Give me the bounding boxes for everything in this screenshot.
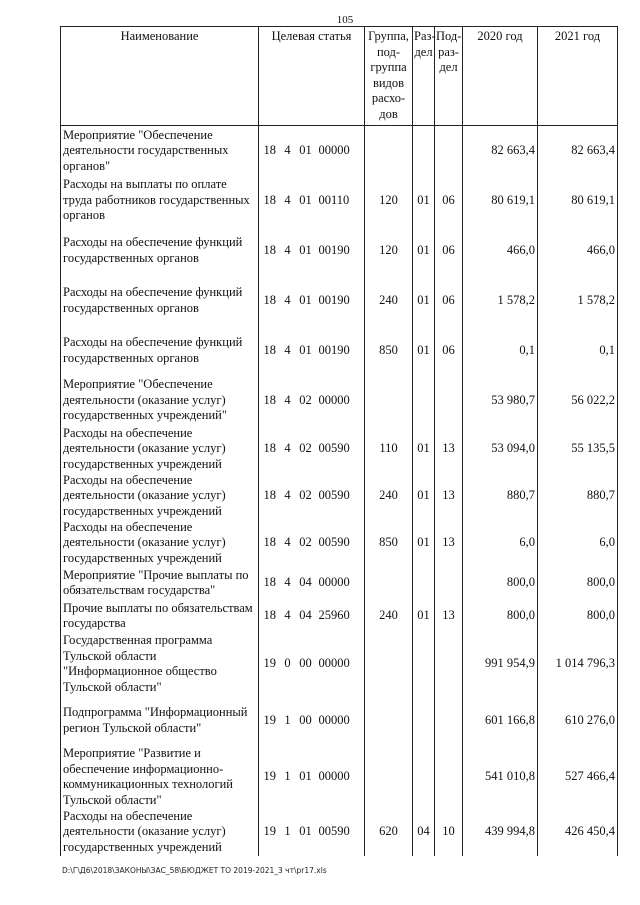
table-cell-code-program: 19 xyxy=(259,696,281,746)
table-cell-2020: 880,7 xyxy=(463,473,538,520)
table-cell-name: Расходы на обеспечение функций государственных органов xyxy=(61,276,259,326)
table-cell-2021: 610 276,0 xyxy=(538,696,618,746)
table-cell-code-direction: 00000 xyxy=(318,575,350,590)
table-cell-code-subprogram: 4 xyxy=(284,292,291,307)
table-cell-name: Расходы на обеспечение деятельности (оказание услуг) государственных учреждений xyxy=(61,520,259,567)
table-cell-code-direction: 00190 xyxy=(318,292,350,307)
table-cell-code-program: 18 xyxy=(259,600,281,633)
table-cell-code-event: 01 xyxy=(299,824,312,839)
table-cell-code-program: 18 xyxy=(259,520,281,567)
table-cell-code-program: 18 xyxy=(259,276,281,326)
table-cell-name: Мероприятие "Обеспечение деятельности государственных органов" xyxy=(61,126,259,176)
table-cell-subsection: 13 xyxy=(435,600,463,633)
table-cell-code-event: 01 xyxy=(299,342,312,357)
table-cell-section: 01 xyxy=(413,276,435,326)
table-cell-section xyxy=(413,633,435,696)
file-path-footer: D:\Г\Д6\2018\ЗАКОНЫ\ЗАС_58\БЮДЖЕТ ТО 2019-2021_3 чт\pr17.xls xyxy=(62,866,327,875)
table-cell-code-program: 18 xyxy=(259,473,281,520)
table-cell-name: Государственная программа Тульской области "Информационное общество Тульской области" xyxy=(61,633,259,696)
budget-table xyxy=(60,26,618,856)
table-row xyxy=(61,176,618,226)
table-cell-2021: 527 466,4 xyxy=(538,746,618,809)
table-cell-subsection: 06 xyxy=(435,176,463,226)
table-cell-subsection xyxy=(435,633,463,696)
table-cell-code-subprogram: 4 xyxy=(284,242,291,257)
table-cell-section xyxy=(413,376,435,426)
table-cell-section: 01 xyxy=(413,600,435,633)
table-cell-code-program: 18 xyxy=(259,426,281,473)
table-cell-name: Расходы на обеспечение деятельности (оказание услуг) государственных учреждений xyxy=(61,426,259,473)
table-row xyxy=(61,809,618,856)
table-cell-name: Расходы на выплаты по оплате труда работников государственных органов xyxy=(61,176,259,226)
header-year-2020: 2020 год xyxy=(463,27,538,126)
table-cell-code-direction: 00000 xyxy=(318,656,350,671)
table-cell-name: Расходы на обеспечение деятельности (оказание услуг) государственных учреждений xyxy=(61,809,259,856)
table-cell-2021: 80 619,1 xyxy=(538,176,618,226)
table-cell-2020: 80 619,1 xyxy=(463,176,538,226)
table-cell-code-event: 01 xyxy=(299,769,312,784)
table-row xyxy=(61,226,618,276)
table-cell-code-event: 02 xyxy=(299,441,312,456)
header-target: Целевая статья xyxy=(259,27,365,126)
table-cell-subsection: 13 xyxy=(435,520,463,567)
table-cell-code-program: 18 xyxy=(259,226,281,276)
table-cell-code-subprogram: 4 xyxy=(284,488,291,503)
table-header-row xyxy=(61,27,618,126)
table-row xyxy=(61,326,618,376)
table-cell-2021: 1 014 796,3 xyxy=(538,633,618,696)
table-row xyxy=(61,376,618,426)
table-cell-name: Мероприятие "Прочие выплаты по обязательствам государства" xyxy=(61,567,259,600)
table-cell-code-subprogram: 4 xyxy=(284,342,291,357)
table-cell-name: Прочие выплаты по обязательствам государства xyxy=(61,600,259,633)
table-cell-code-direction: 25960 xyxy=(318,608,350,623)
table-cell-2020: 82 663,4 xyxy=(463,126,538,176)
table-cell-code-event: 02 xyxy=(299,392,312,407)
table-cell-group xyxy=(365,376,413,426)
table-cell-2020: 800,0 xyxy=(463,600,538,633)
table-cell-2020: 541 010,8 xyxy=(463,746,538,809)
table-row xyxy=(61,567,618,600)
table-cell-section: 01 xyxy=(413,226,435,276)
table-cell-2021: 466,0 xyxy=(538,226,618,276)
table-row xyxy=(61,600,618,633)
table-cell-2020: 1 578,2 xyxy=(463,276,538,326)
table-cell-code-subprogram: 1 xyxy=(284,712,291,727)
table-cell-code-program: 19 xyxy=(259,633,281,696)
table-cell-code-subprogram: 4 xyxy=(284,441,291,456)
table-cell-section: 01 xyxy=(413,473,435,520)
table-cell-group: 240 xyxy=(365,600,413,633)
table-cell-code-program: 19 xyxy=(259,746,281,809)
table-cell-section: 01 xyxy=(413,426,435,473)
table-cell-section: 01 xyxy=(413,520,435,567)
table-cell-group: 620 xyxy=(365,809,413,856)
table-cell-subsection: 13 xyxy=(435,426,463,473)
table-cell-subsection xyxy=(435,746,463,809)
table-cell-name: Подпрограмма "Информационный регион Тульской области" xyxy=(61,696,259,746)
page-number: 105 xyxy=(336,14,354,26)
table-cell-2021: 55 135,5 xyxy=(538,426,618,473)
table-cell-code-program: 18 xyxy=(259,376,281,426)
table-cell-code-program: 18 xyxy=(259,126,281,176)
table-cell-code-subprogram: 4 xyxy=(284,392,291,407)
header-section: Раз-дел xyxy=(413,27,435,126)
table-cell-2020: 601 166,8 xyxy=(463,696,538,746)
table-cell-code-subprogram: 4 xyxy=(284,143,291,157)
table-row xyxy=(61,746,618,809)
header-year-2021: 2021 год xyxy=(538,27,618,126)
table-cell-name: Мероприятие "Развитие и обеспечение информационно-коммуникационных технологий Тульской области" xyxy=(61,746,259,809)
table-cell-2020: 0,1 xyxy=(463,326,538,376)
table-cell-section xyxy=(413,746,435,809)
table-cell-name: Мероприятие "Обеспечение деятельности (оказание услуг) государственных учреждений" xyxy=(61,376,259,426)
table-cell-group: 110 xyxy=(365,426,413,473)
header-name: Наименование xyxy=(61,27,259,126)
table-cell-code-direction: 00000 xyxy=(318,143,350,157)
table-cell-group xyxy=(365,126,413,176)
table-row xyxy=(61,426,618,473)
table-cell-subsection: 10 xyxy=(435,809,463,856)
table-cell-section: 01 xyxy=(413,176,435,226)
table-cell-2020: 6,0 xyxy=(463,520,538,567)
header-subsection: Под-раз-дел xyxy=(435,27,463,126)
table-cell-section: 04 xyxy=(413,809,435,856)
table-cell-code-direction: 00190 xyxy=(318,242,350,257)
table-cell-group: 850 xyxy=(365,326,413,376)
table-cell-code-program: 18 xyxy=(259,176,281,226)
table-cell-code-subprogram: 4 xyxy=(284,192,291,207)
table-cell-subsection: 06 xyxy=(435,276,463,326)
table-cell-code-event: 02 xyxy=(299,535,312,550)
table-cell-subsection: 06 xyxy=(435,326,463,376)
table-cell-section xyxy=(413,696,435,746)
table-row xyxy=(61,126,618,176)
table-cell-code-event: 00 xyxy=(299,712,312,727)
table-row xyxy=(61,633,618,696)
table-cell-group xyxy=(365,696,413,746)
table-cell-section xyxy=(413,567,435,600)
table-cell-code-direction: 00000 xyxy=(318,392,350,407)
table-cell-2021: 0,1 xyxy=(538,326,618,376)
table-cell-code-direction: 00590 xyxy=(318,824,350,839)
table-cell-subsection xyxy=(435,696,463,746)
table-cell-2020: 53 980,7 xyxy=(463,376,538,426)
header-group: Группа, под-группа видов расхо-дов xyxy=(365,27,413,126)
table-cell-2021: 800,0 xyxy=(538,567,618,600)
table-cell-subsection: 06 xyxy=(435,226,463,276)
table-cell-group: 240 xyxy=(365,276,413,326)
table-cell-group: 120 xyxy=(365,226,413,276)
table-cell-2020: 991 954,9 xyxy=(463,633,538,696)
table-cell-section: 01 xyxy=(413,326,435,376)
table-cell-code-subprogram: 1 xyxy=(284,769,291,784)
table-cell-code-subprogram: 4 xyxy=(284,608,291,623)
table-cell-group: 240 xyxy=(365,473,413,520)
table-cell-code-direction: 00590 xyxy=(318,488,350,503)
table-cell-2021: 1 578,2 xyxy=(538,276,618,326)
table-cell-2021: 880,7 xyxy=(538,473,618,520)
table-cell-2020: 53 094,0 xyxy=(463,426,538,473)
table-cell-code-direction: 00110 xyxy=(318,192,350,207)
table-cell-code-program: 18 xyxy=(259,567,281,600)
table-cell-code-event: 01 xyxy=(299,192,312,207)
table-cell-section xyxy=(413,126,435,176)
table-cell-2021: 800,0 xyxy=(538,600,618,633)
table-cell-code-event: 01 xyxy=(299,143,312,157)
table-cell-subsection: 13 xyxy=(435,473,463,520)
table-cell-group: 120 xyxy=(365,176,413,226)
table-cell-code-program: 18 xyxy=(259,326,281,376)
table-row xyxy=(61,473,618,520)
table-row xyxy=(61,520,618,567)
table-cell-code-subprogram: 4 xyxy=(284,535,291,550)
table-cell-code-event: 02 xyxy=(299,488,312,503)
table-cell-subsection xyxy=(435,376,463,426)
table-cell-code-direction: 00000 xyxy=(318,769,350,784)
table-cell-code-direction: 00590 xyxy=(318,535,350,550)
table-cell-code-subprogram: 0 xyxy=(284,656,291,671)
table-cell-subsection xyxy=(435,126,463,176)
table-cell-2021: 426 450,4 xyxy=(538,809,618,856)
table-cell-2021: 56 022,2 xyxy=(538,376,618,426)
table-cell-code-subprogram: 1 xyxy=(284,824,291,839)
table-cell-code-subprogram: 4 xyxy=(284,575,291,590)
table-cell-code-event: 01 xyxy=(299,242,312,257)
table-cell-subsection xyxy=(435,567,463,600)
table-cell-code-direction: 00190 xyxy=(318,342,350,357)
table-cell-code-event: 04 xyxy=(299,575,312,590)
table-row xyxy=(61,276,618,326)
table-cell-code-program: 19 xyxy=(259,809,281,856)
table-cell-code-event: 01 xyxy=(299,292,312,307)
table-cell-group: 850 xyxy=(365,520,413,567)
table-cell-group xyxy=(365,746,413,809)
table-cell-2021: 82 663,4 xyxy=(538,126,618,176)
table-cell-name: Расходы на обеспечение деятельности (оказание услуг) государственных учреждений xyxy=(61,473,259,520)
table-row xyxy=(61,696,618,746)
table-cell-name: Расходы на обеспечение функций государственных органов xyxy=(61,226,259,276)
table-cell-code-event: 04 xyxy=(299,608,312,623)
table-cell-group xyxy=(365,633,413,696)
table-cell-code-event: 00 xyxy=(299,656,312,671)
table-cell-code-direction: 00590 xyxy=(318,441,350,456)
table-cell-2021: 6,0 xyxy=(538,520,618,567)
table-cell-2020: 800,0 xyxy=(463,567,538,600)
table-cell-name: Расходы на обеспечение функций государственных органов xyxy=(61,326,259,376)
table-cell-code-direction: 00000 xyxy=(318,712,350,727)
table-cell-group xyxy=(365,567,413,600)
table-cell-2020: 466,0 xyxy=(463,226,538,276)
table-cell-2020: 439 994,8 xyxy=(463,809,538,856)
